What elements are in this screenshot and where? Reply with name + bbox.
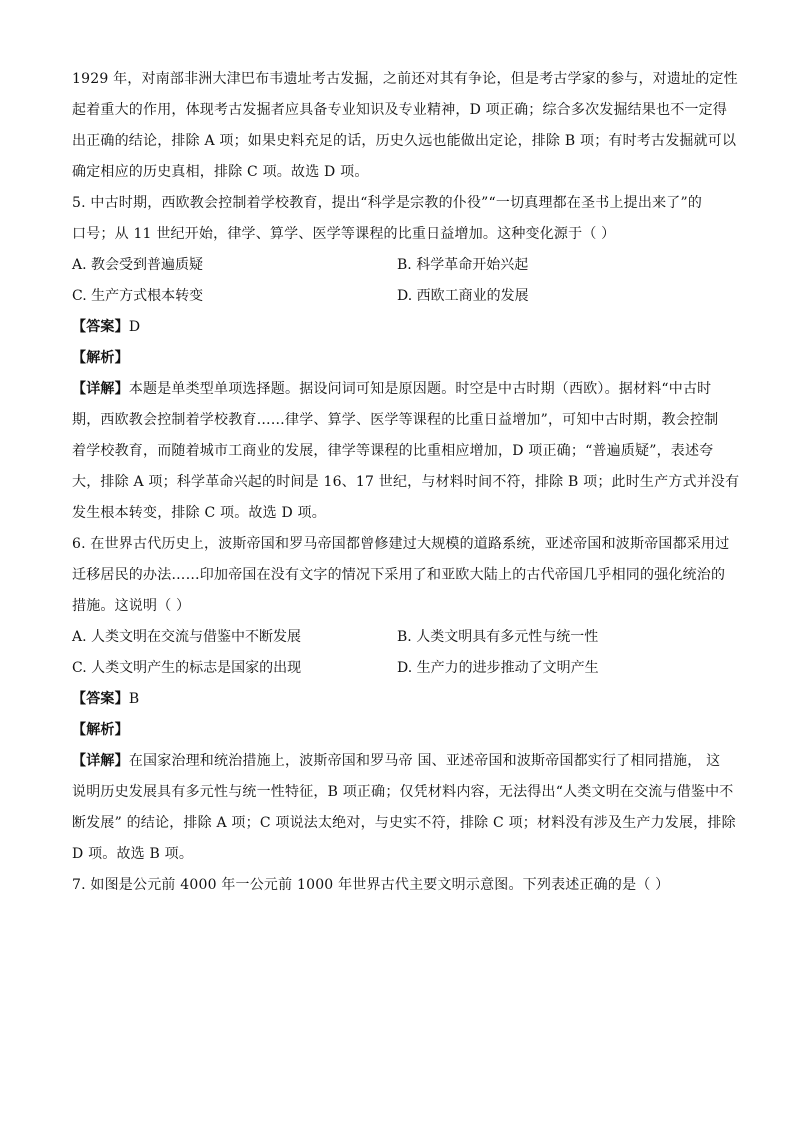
analysis-line [72,715,722,746]
answer-line [72,312,722,343]
detail-text: 在国家治理和统治措施上，波斯帝国和罗马帝 国、亚述帝国和波斯帝国都实行了相同措施， 这 [128,753,721,769]
intro-paragraph [72,64,738,188]
answer-tag: 【答案】 [72,691,129,707]
answer-tag: 【答案】 [72,319,129,335]
option-row [72,250,722,281]
detail-text: 本题是单类型单项选择题。据设问词可知是原因题。时空是中古时期（西欧）。据材料“中古时 [128,381,712,397]
text-line: 起着重大的作用，体现考古发掘者应具备专业知识及专业精神，D 项正确；综合多次发掘结果也不一定得 [72,102,728,118]
option-row [72,281,722,312]
detail-line [72,374,722,405]
option-c: C. 生产方式根本转变 [72,288,204,304]
text-line: 1929 年，对南部非洲大津巴布韦遗址考古发掘，之前还对其有争论，但是考古学家的参与，对遗址的定性 [72,71,738,87]
option-b: B. 人类文明具有多元性与统一性 [397,629,599,645]
detail-tag: 【详解】 [72,753,129,769]
question-stem: 措施。这说明（ ） [72,598,191,614]
analysis-tag: 【解析】 [72,722,129,738]
option-b: B. 科学革命开始兴起 [397,257,529,273]
question-stem: 迁移居民的办法……印加帝国在没有文字的情况下采用了和亚欧大陆上的古代帝国几乎相同的强化统治的 [72,567,726,583]
detail-line [72,746,722,777]
option-c: C. 人类文明产生的标志是国家的出现 [72,660,302,676]
question-6 [72,529,736,870]
option-row [72,622,722,653]
answer-line [72,684,722,715]
detail-text: D 项。故选 B 项。 [72,846,194,862]
detail-text: 大，排除 A 项；科学革命兴起的时间是 16、17 世纪，与材料时间不符，排除 B 项；此时生产方式并没有 [72,474,740,490]
detail-text: 说明历史发展具有多元性与统一性特征，B 项正确；仅凭材料内容，无法得出“人类文明在交流与借鉴中不 [72,784,734,800]
detail-text: 着学校教育，而随着城市工商业的发展，律学等课程的比重相应增加，D 项正确；“普遍质疑”，表述夸 [72,443,714,459]
detail-text: 发生根本转变，排除 C 项。故选 D 项。 [72,505,326,521]
analysis-line [72,343,722,374]
question-stem: 5. 中古时期，西欧教会控制着学校教育，提出“科学是宗教的仆役”“一切真理都在圣书上提出来了”的 [72,195,703,211]
option-a: A. 人类文明在交流与借鉴中不断发展 [72,629,302,645]
question-7 [72,870,722,901]
analysis-tag: 【解析】 [72,350,129,366]
question-stem: 6. 在世界古代历史上，波斯帝国和罗马帝国都曾修建过大规模的道路系统，亚述帝国和波斯帝国都采用过 [72,536,730,552]
question-stem: 7. 如图是公元前 4000 年一公元前 1000 年世界古代主要文明示意图。下列表述正确的是（ ） [72,877,670,893]
option-d: D. 生产力的进步推动了文明产生 [397,660,599,676]
document-page [72,64,740,901]
detail-text: 断发展” 的结论，排除 A 项；C 项说法太绝对，与史实不符，排除 C 项；材料没有涉及生产力发展，排除 [72,815,736,831]
detail-tag: 【详解】 [72,381,129,397]
question-5 [72,188,740,529]
option-d: D. 西欧工商业的发展 [397,288,529,304]
answer-value: B [128,691,140,707]
question-stem: 口号；从 11 世纪开始，律学、算学、医学等课程的比重日益增加。这种变化源于（ ） [72,226,616,242]
detail-text: 期，西欧教会控制着学校教育……律学、算学、医学等课程的比重日益增加”，可知中古时期，教会控制 [72,412,719,428]
option-row [72,653,722,684]
text-line: 确定相应的历史真相，排除 C 项。故选 D 项。 [72,164,369,180]
answer-value: D [128,319,141,335]
option-a: A. 教会受到普遍质疑 [72,257,204,273]
text-line: 出正确的结论，排除 A 项；如果史料充足的话，历史久远也能做出定论，排除 B 项；有时考古发掘就可以 [72,133,737,149]
